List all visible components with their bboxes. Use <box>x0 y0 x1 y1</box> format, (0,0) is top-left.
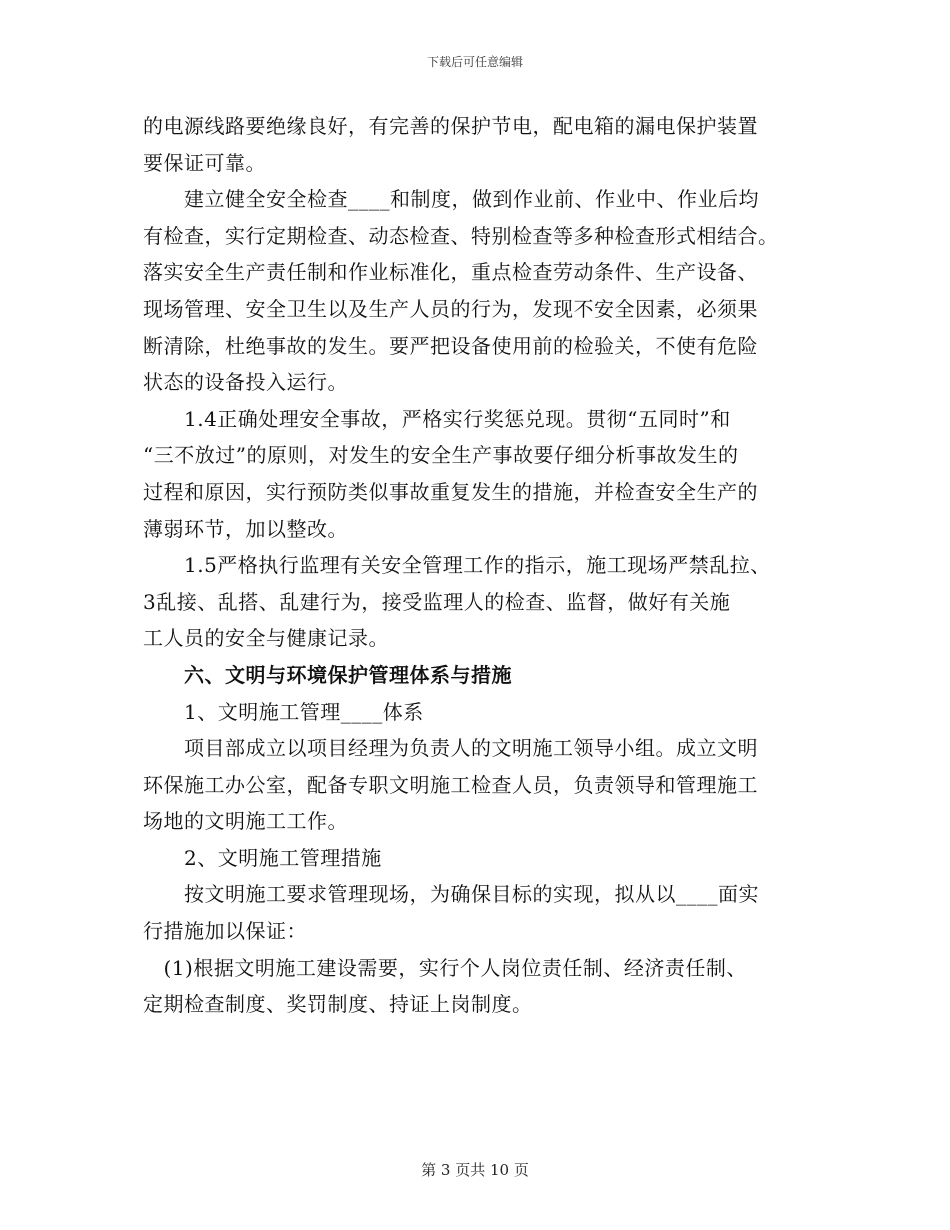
text-line: 状态的设备投入运行。 <box>143 370 348 395</box>
text-line: “三不放过”的原则，对发生的安全生产事故要仔细分析事故发生的 <box>143 443 739 468</box>
text-line: 项目部成立以项目经理为负责人的文明施工领导小组。成立文明 <box>143 736 758 761</box>
text-line: 有检查，实行定期检查、动态检查、特别检查等多种检查形式相结合。 <box>143 223 779 248</box>
text-line: 过程和原因，实行预防类似事故重复发生的措施，并检查安全生产的 <box>143 479 758 504</box>
text-line: 断清除，杜绝事故的发生。要严把设备使用前的检验关，不使有危险 <box>143 333 758 358</box>
text-line: 1.4正确处理安全事故，严格实行奖惩兑现。贯彻“五同时”和 <box>143 406 731 431</box>
text-line: 环保施工办公室，配备专职文明施工检查人员，负责领导和管理施工 <box>143 772 758 797</box>
text-line: 行措施加以保证： <box>143 919 307 944</box>
text-line: 要保证可靠。 <box>143 150 266 175</box>
page-header: 下载后可任意编辑 <box>426 55 523 69</box>
text-line: 场地的文明施工工作。 <box>143 809 348 834</box>
text-line: 工人员的安全与健康记录。 <box>143 626 389 651</box>
text-line: 现场管理、安全卫生以及生产人员的行为，发现不安全因素，必须果 <box>143 296 758 321</box>
text-line: 落实安全生产责任制和作业标准化，重点检查劳动条件、生产设备、 <box>143 260 758 285</box>
numbered-item: (1)根据文明施工建设需要，实行个人岗位责任制、经济责任制、 <box>143 955 747 980</box>
text-line: 薄弱环节，加以整改。 <box>143 516 348 541</box>
document-body <box>143 108 813 1023</box>
text-line: 按文明施工要求管理现场，为确保目标的实现，拟从以____面实 <box>143 882 759 907</box>
text-line: 1.5严格执行监理有关安全管理工作的指示，施工现场严禁乱拉、 <box>143 553 771 578</box>
page-footer: 第 3 页共 10 页 <box>421 1161 529 1179</box>
subsection-heading: 1、文明施工管理____体系 <box>143 699 424 724</box>
section-heading: 六、文明与环境保护管理体系与措施 <box>143 662 512 687</box>
text-line: 3乱接、乱搭、乱建行为，接受监理人的检查、监督，做好有关施 <box>143 589 731 614</box>
text-line: 建立健全安全检查____和制度，做到作业前、作业中、作业后均 <box>143 187 759 212</box>
text-line: 定期检查制度、奖罚制度、持证上岗制度。 <box>143 992 533 1017</box>
text-line: 的电源线路要绝缘良好，有完善的保护节电，配电箱的漏电保护装置 <box>143 114 758 138</box>
subsection-heading: 2、文明施工管理措施 <box>143 845 382 870</box>
